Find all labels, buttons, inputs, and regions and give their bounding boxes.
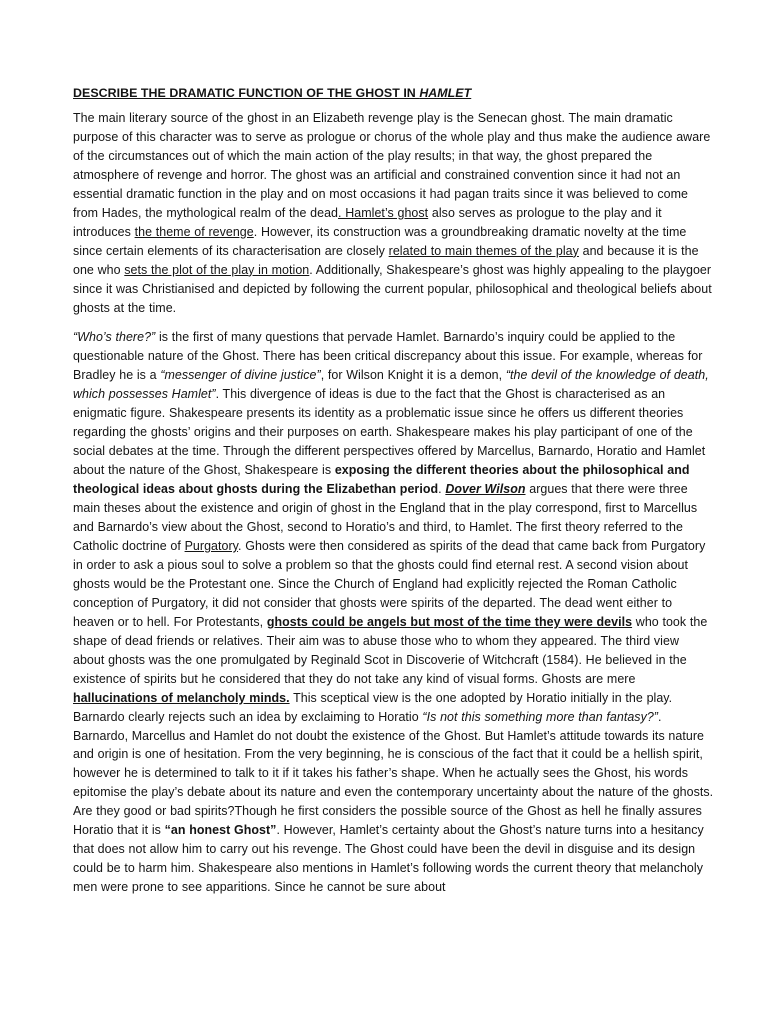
- paragraph-2: [73, 328, 714, 897]
- text-run: who took the shape of dead friends or relatives. Their aim was to abuse those who to whom they appeared. The third view about ghosts was the one promulgated by Reginald Scot in Discoverie of Witchcraft (1584). He believed in the existence of spirits but he considered that they do not take any kind of visual forms. Ghosts are mere: [73, 614, 708, 686]
- text-run: “Who’s there?”: [73, 330, 156, 345]
- text-run: “an honest Ghost”: [164, 823, 277, 838]
- text-run: the theme of revenge: [134, 224, 254, 239]
- text-run: . Additionally, Shakespeare’s ghost was highly appealing to the playgoer since it was Christianised and depicted by following the current popular, philosophical and theological beliefs about ghosts at the time.: [73, 262, 712, 315]
- text-run: hallucinations of melancholy minds.: [73, 690, 290, 705]
- title-work: HAMLET: [419, 86, 472, 100]
- text-run: . This divergence of ideas is due to the fact that the Ghost is characterised as an enigmatic figure. Shakespeare presents its identity as a problematic issue since he offers us different theories regarding the ghosts’ origins and their purposes on earth. Shakespeare makes his play participant of one of the social debates at the time. Through the different perspectives offered by Marcellus, Barnardo, Horatio and Hamlet about the nature of the Ghost, Shakespeare is: [73, 387, 706, 478]
- text-run: . Hamlet’s ghost: [338, 205, 429, 220]
- text-run: .: [438, 482, 446, 497]
- paragraph-1: [73, 109, 714, 317]
- text-run: . However, Hamlet’s certainty about the Ghost’s nature turns into a hesitancy that does not allow him to carry out his revenge. The Ghost could have been the devil in disguise and its design could be to harm him. Shakespeare also mentions in Hamlet’s following words the current theory that melancholy men were prone to see apparitions. Since he cannot be sure about: [73, 823, 704, 895]
- text-run: Purgatory: [184, 538, 239, 553]
- text-run: sets the plot of the play in motion: [124, 262, 310, 277]
- text-run: related to main themes of the play: [388, 243, 579, 258]
- text-run: and because it is the one who: [73, 243, 699, 277]
- text-run: Dover Wilson: [445, 482, 526, 497]
- text-run: argues that there were three main theses about the existence and origin of ghost in the England that in the play correspond, first to Marcellus and Barnardo’s view about the Ghost, second to Horatio’s and third, to Hamlet. The first theory referred to the Catholic doctrine of: [73, 482, 698, 553]
- text-run: . Ghosts were then considered as spirits of the dead that came back from Purgatory in order to ask a pious soul to solve a problem so that the ghosts could find eternal rest. A second vision about ghosts would be the Protestant one. Since the Church of England had explicitly rejected the Roman Catholic conception of Purgatory, it did not consider that ghosts were spirits of the departed. The dead went either to heaven or to hell. For Protestants,: [73, 538, 706, 629]
- text-run: “Is not this something more than fantasy?”: [422, 709, 659, 724]
- text-run: The main literary source of the ghost in an Elizabeth revenge play is the Senecan ghost. The main dramatic purpose of this character was to serve as prologue or chorus of the whole play and thus make the audience aware of the circumstances out of which the main action of the play results; in that way, the ghost prepared the atmosphere of revenge and horror. The ghost was an artificial and constrained convention since it had not an essential dramatic function in the play and on most occasions it had pagan traits since it was believed to come from Hades, the mythological realm of the dead: [73, 111, 711, 220]
- text-run: “messenger of divine justice”: [160, 368, 321, 383]
- text-run: , for Wilson Knight it is a demon,: [320, 368, 506, 383]
- text-run: ghosts could be angels but most of the time they were devils: [266, 614, 633, 629]
- essay-title: [73, 86, 714, 100]
- text-run: This sceptical view is the one adopted by Horatio initially in the play. Barnardo clearly rejects such an idea by exclaiming to Horatio: [73, 690, 673, 724]
- title-main: DESCRIBE THE DRAMATIC FUNCTION OF THE GHOST IN: [73, 86, 420, 100]
- text-run: exposing the different theories about the philosophical and theological ideas about ghosts during the Elizabethan period: [73, 463, 690, 497]
- text-run: “the devil of the knowledge of death, which possesses Hamlet”: [73, 368, 709, 402]
- text-run: is the first of many questions that pervade Hamlet. Barnardo’s inquiry could be applied to the questionable nature of the Ghost. There has been critical discrepancy about this issue. For example, whereas for Bradley he is a: [73, 330, 703, 383]
- text-run: . However, its construction was a groundbreaking dramatic novelty at the time since certain elements of its characterisation are closely: [73, 224, 687, 258]
- text-run: also serves as prologue to the play and it introduces: [73, 205, 662, 239]
- text-run: . Barnardo, Marcellus and Hamlet do not doubt the existence of the Ghost. But Hamlet’s attitude towards its nature and origin is one of hesitation. From the very beginning, he is conscious of the fact that it could be a hellish spirit, however he is determined to talk to it if it takes his father’s shape. When he actually sees the Ghost, his words epitomise the play’s debate about its nature and even the contemporary uncertainty about the nature of the ghosts. Are they good or bad spirits?Though he first considers the possible source of the Ghost as hell he finally assures Horatio that it is: [73, 709, 714, 838]
